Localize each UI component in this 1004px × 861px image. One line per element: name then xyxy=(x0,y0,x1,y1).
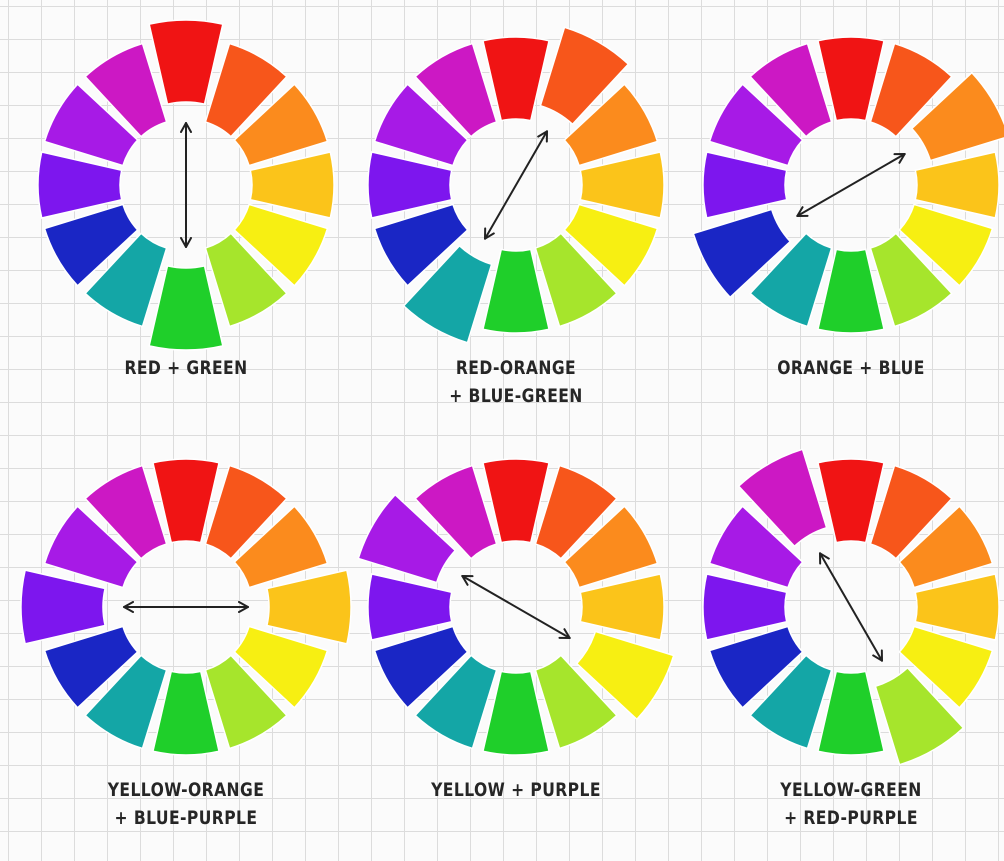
caption-2-line-2: + BLUE-GREEN xyxy=(449,385,583,407)
caption-2 xyxy=(393,354,639,410)
color-wheel-6 xyxy=(703,449,999,764)
caption-3-line-1: ORANGE + BLUE xyxy=(777,357,925,379)
caption-1 xyxy=(63,354,309,382)
caption-4-line-1: YELLOW-ORANGE xyxy=(107,779,265,801)
wheel-4-segment-blue-purple xyxy=(21,570,105,644)
caption-6-line-1: YELLOW-GREEN xyxy=(780,779,922,801)
wheel-3-complement-arrow xyxy=(797,154,904,216)
caption-6 xyxy=(728,776,974,832)
color-wheel-3 xyxy=(693,37,1004,333)
caption-3 xyxy=(728,354,974,382)
wheel-2-complement-arrow xyxy=(485,131,547,238)
wheel-5-complement-arrow xyxy=(462,576,569,638)
wheel-1-segment-red xyxy=(149,20,223,104)
wheel-6-complement-arrow xyxy=(820,553,882,660)
color-wheel-4 xyxy=(21,459,351,755)
color-wheel-5 xyxy=(358,459,673,755)
caption-1-line-1: RED + GREEN xyxy=(124,357,248,379)
caption-6-line-2: + RED-PURPLE xyxy=(784,807,918,829)
caption-4 xyxy=(63,776,309,832)
wheel-4-segment-yellow-orange xyxy=(267,570,351,644)
color-wheel-1 xyxy=(38,20,334,350)
caption-5 xyxy=(393,776,639,804)
wheel-1-segment-green xyxy=(149,266,223,350)
color-wheel-2 xyxy=(368,27,664,342)
caption-2-line-1: RED-ORANGE xyxy=(455,357,577,379)
caption-5-line-1: YELLOW + PURPLE xyxy=(431,779,601,801)
caption-4-line-2: + BLUE-PURPLE xyxy=(114,807,258,829)
